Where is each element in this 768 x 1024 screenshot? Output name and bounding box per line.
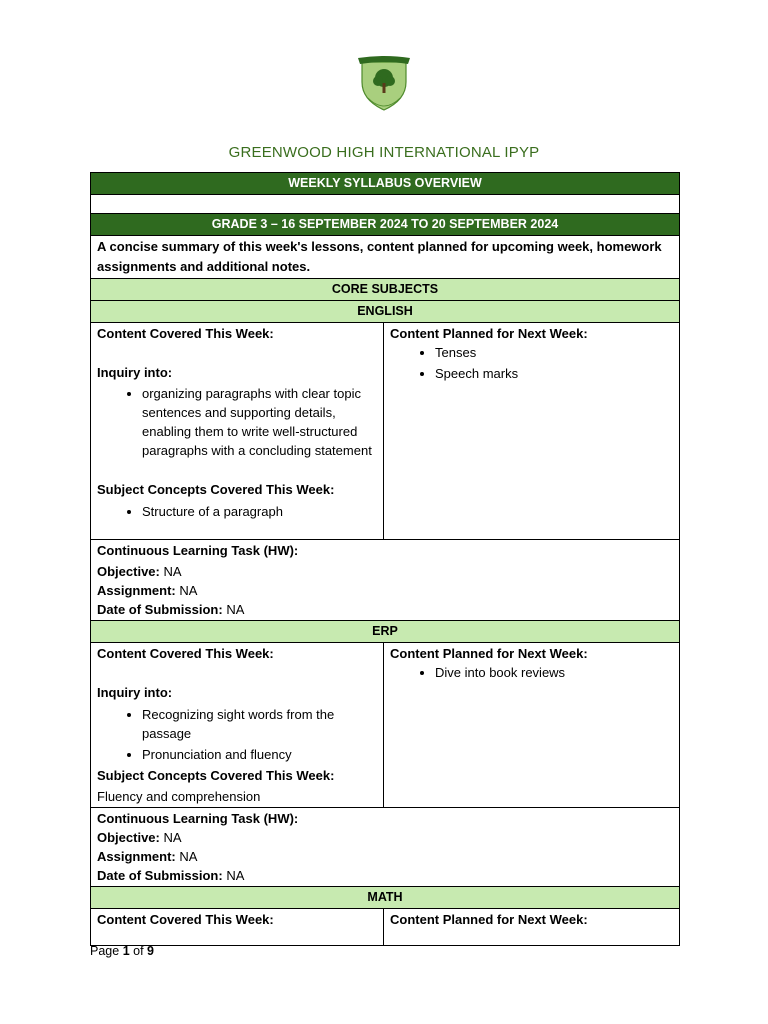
english-clt-label: Continuous Learning Task (HW):: [97, 543, 299, 558]
english-planned-label: Content Planned for Next Week:: [390, 326, 588, 341]
english-objective-label: Objective:: [97, 564, 160, 579]
english-planned-cell: [384, 323, 680, 540]
english-content-row: [91, 323, 680, 540]
math-content-row: [91, 909, 680, 946]
list-item: • Structure of a paragraph: [142, 502, 377, 521]
erp-planned-cell: [384, 643, 680, 808]
core-subjects-row: [91, 279, 680, 301]
empty-row: [91, 195, 680, 214]
list-item: • Tenses: [435, 343, 673, 362]
erp-planned-list: [390, 663, 673, 682]
erp-objective-value: NA: [163, 830, 182, 845]
erp-clt-cell: [91, 808, 680, 887]
english-submission-value: NA: [226, 602, 245, 617]
english-inquiry-list: [97, 384, 377, 460]
list-item: • Dive into book reviews: [435, 663, 673, 682]
math-planned-cell: [384, 909, 680, 946]
page-total: 9: [147, 944, 154, 958]
page-footer: [90, 944, 154, 958]
math-covered-label: Content Covered This Week:: [97, 912, 274, 927]
overview-header-row: [91, 173, 680, 195]
math-covered-cell: [91, 909, 384, 946]
erp-assignment-value: NA: [179, 849, 198, 864]
english-concepts-list: [97, 502, 377, 521]
erp-concepts-label: Subject Concepts Covered This Week:: [97, 768, 335, 783]
erp-inquiry-list: [97, 705, 377, 764]
school-logo: [354, 52, 414, 116]
erp-submission-label: Date of Submission:: [97, 868, 223, 883]
erp-concepts-text: Fluency and comprehension: [97, 789, 261, 804]
english-assignment-label: Assignment:: [97, 583, 176, 598]
list-item: • Speech marks: [435, 364, 673, 383]
erp-covered-cell: [91, 643, 384, 808]
english-covered-label: Content Covered This Week:: [97, 326, 274, 341]
english-submission-label: Date of Submission:: [97, 602, 223, 617]
erp-header-row: [91, 621, 680, 643]
erp-clt-row: [91, 808, 680, 887]
erp-content-row: [91, 643, 680, 808]
english-clt-row: [91, 540, 680, 621]
english-planned-list: [390, 343, 673, 383]
erp-title: ERP: [91, 621, 680, 643]
page-label: Page: [90, 944, 120, 958]
english-inquiry-label: Inquiry into:: [97, 365, 173, 380]
school-crest-icon: [354, 52, 414, 116]
list-item: • organizing paragraphs with clear topic sentences and supporting details, enabling them to write well-structured paragraphs with a concluding statement: [142, 384, 377, 460]
overview-title: WEEKLY SYLLABUS OVERVIEW: [91, 173, 680, 195]
summary-text: A concise summary of this week's lessons, content planned for upcoming week, homework assignments and additional notes.: [91, 236, 680, 279]
syllabus-table: [90, 172, 680, 946]
erp-inquiry-label: Inquiry into:: [97, 685, 173, 700]
erp-clt-label: Continuous Learning Task (HW):: [97, 811, 299, 826]
list-item: • Recognizing sight words from the passage: [142, 705, 377, 743]
erp-planned-label: Content Planned for Next Week:: [390, 646, 588, 661]
english-objective-value: NA: [163, 564, 182, 579]
english-assignment-value: NA: [179, 583, 198, 598]
english-title: ENGLISH: [91, 301, 680, 323]
grade-week-row: [91, 214, 680, 236]
core-subjects-title: CORE SUBJECTS: [91, 279, 680, 301]
summary-row: [91, 236, 680, 279]
erp-assignment-label: Assignment:: [97, 849, 176, 864]
math-header-row: [91, 887, 680, 909]
english-header-row: [91, 301, 680, 323]
erp-objective-label: Objective:: [97, 830, 160, 845]
list-item: • Pronunciation and fluency: [142, 745, 377, 764]
erp-covered-label: Content Covered This Week:: [97, 646, 274, 661]
english-clt-cell: [91, 540, 680, 621]
math-title: MATH: [91, 887, 680, 909]
page-number: 1: [122, 944, 130, 958]
english-covered-cell: [91, 323, 384, 540]
grade-week-title: GRADE 3 – 16 SEPTEMBER 2024 TO 20 SEPTEMBER 2024: [91, 214, 680, 236]
school-title: GREENWOOD HIGH INTERNATIONAL IPYP: [228, 144, 540, 161]
math-planned-label: Content Planned for Next Week:: [390, 912, 588, 927]
erp-submission-value: NA: [226, 868, 245, 883]
english-concepts-label: Subject Concepts Covered This Week:: [97, 482, 335, 497]
of-label: of: [133, 944, 144, 958]
